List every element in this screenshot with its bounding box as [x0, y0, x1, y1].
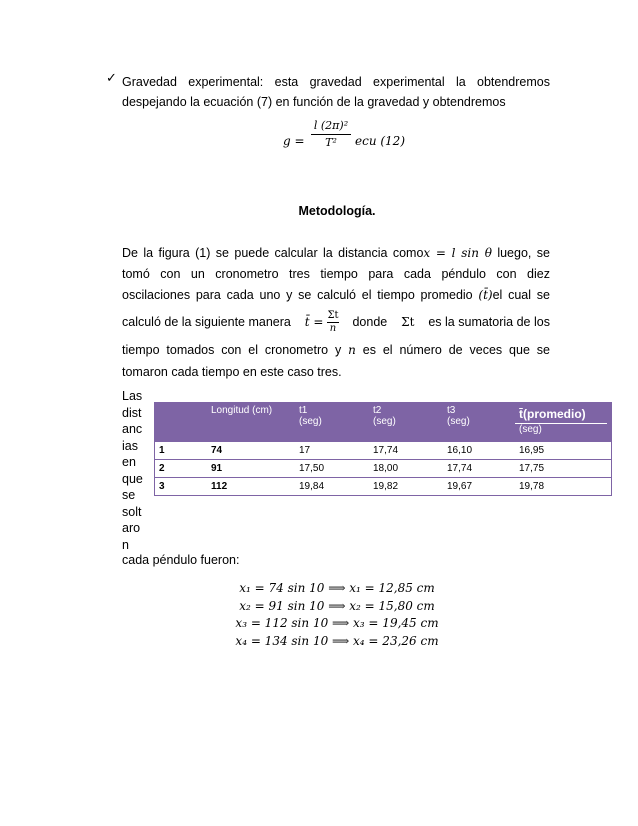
narrow-word: solt: [122, 504, 142, 519]
table-cell: 112: [207, 478, 295, 496]
table-cell: 19,82: [369, 478, 443, 496]
equation-denominator: T²: [325, 136, 337, 149]
fraction-bar: [311, 134, 351, 135]
header-cell-index: [155, 403, 207, 442]
header-cell-t1: t1 (seg): [295, 403, 369, 442]
result-equations: [0, 580, 638, 650]
check-icon: ✓: [106, 71, 117, 86]
bullet-line-2: despejando la ecuación (7) en función de la gravedad y obtendremos: [122, 95, 506, 109]
narrow-word: aro: [122, 521, 141, 535]
method-paragraph: [122, 243, 550, 382]
table-cell: 74: [207, 442, 295, 460]
narrow-word: dist: [122, 405, 142, 420]
header-cell-t3: t3 (seg): [443, 403, 515, 442]
equation-12: [283, 119, 423, 161]
result-equation: x₄ = 134 sin 10 ⟹ x₄ = 23,26 cm: [235, 633, 439, 648]
result-equation: x₂ = 91 sin 10 ⟹ x₂ = 15,80 cm: [239, 598, 435, 613]
table-cell: 19,78: [515, 478, 611, 496]
result-equation: x₁ = 74 sin 10 ⟹ x₁ = 12,85 cm: [239, 581, 435, 595]
table-cell: 16,10: [443, 442, 515, 460]
table: [155, 403, 611, 495]
equation-fraction: [311, 119, 351, 150]
method-line-2: tomó con un cronometro tres tiempo para cada péndulo con diez: [122, 267, 550, 281]
equation-lhs: g =: [283, 134, 305, 148]
table-cell: 19,84: [295, 478, 369, 496]
header-cell-average: t̄(promedio) (seg): [515, 403, 611, 442]
table-cell: 17: [295, 442, 369, 460]
method-line-1: De la figura (1) se puede calcular la distancia comox = l sin θ luego, se: [122, 246, 550, 260]
narrow-text-column: [122, 388, 152, 553]
method-line-6: tomaron cada tiempo en este caso tres.: [122, 365, 342, 379]
table-cell: 17,74: [443, 460, 515, 478]
table-cell: 1: [155, 442, 207, 460]
section-title: Metodología.: [298, 204, 376, 218]
table-header-row: [155, 403, 611, 442]
narrow-word: ias: [122, 438, 138, 453]
narrow-word: Las: [122, 389, 143, 403]
table-row: [155, 478, 611, 496]
table-cell: 19,67: [443, 478, 515, 496]
after-table-line: cada péndulo fueron:: [122, 553, 240, 567]
header-cell-t2: t2 (seg): [369, 403, 443, 442]
narrow-word: que: [122, 471, 143, 486]
table-cell: 17,75: [515, 460, 611, 478]
bullet-paragraph: [122, 72, 550, 112]
method-line-3: oscilaciones para cada uno y se calculó el tiempo promedio (t̄)el cual se: [122, 288, 550, 302]
table-cell: 3: [155, 478, 207, 496]
narrow-word: anc: [122, 422, 143, 436]
table-cell: 17,74: [369, 442, 443, 460]
header-cell-length: Longitud (cm): [207, 403, 295, 442]
method-line-4: calculó de la siguiente manera t̄ = Σt n donde Σt es la sumatoria de los: [122, 309, 550, 334]
equation-label: ecu (12): [355, 134, 405, 148]
narrow-word: n: [122, 537, 129, 552]
narrow-word: en: [122, 455, 136, 469]
table-cell: 2: [155, 460, 207, 478]
result-equation: x₃ = 112 sin 10 ⟹ x₃ = 19,45 cm: [235, 616, 439, 630]
method-line-5: tiempo tomados con el cronometro y n es el número de veces que se: [122, 343, 550, 357]
table-row: [155, 460, 611, 478]
narrow-word: se: [122, 488, 136, 502]
bullet-line-1: Gravedad experimental: esta gravedad experimental la obtendremos: [122, 75, 550, 89]
table-row: [155, 442, 611, 460]
table-cell: 16,95: [515, 442, 611, 460]
table-cell: 91: [207, 460, 295, 478]
table-cell: 18,00: [369, 460, 443, 478]
equation-numerator: l (2π)²: [313, 119, 349, 132]
table-cell: 17,50: [295, 460, 369, 478]
pendulum-times-table: [154, 402, 612, 496]
